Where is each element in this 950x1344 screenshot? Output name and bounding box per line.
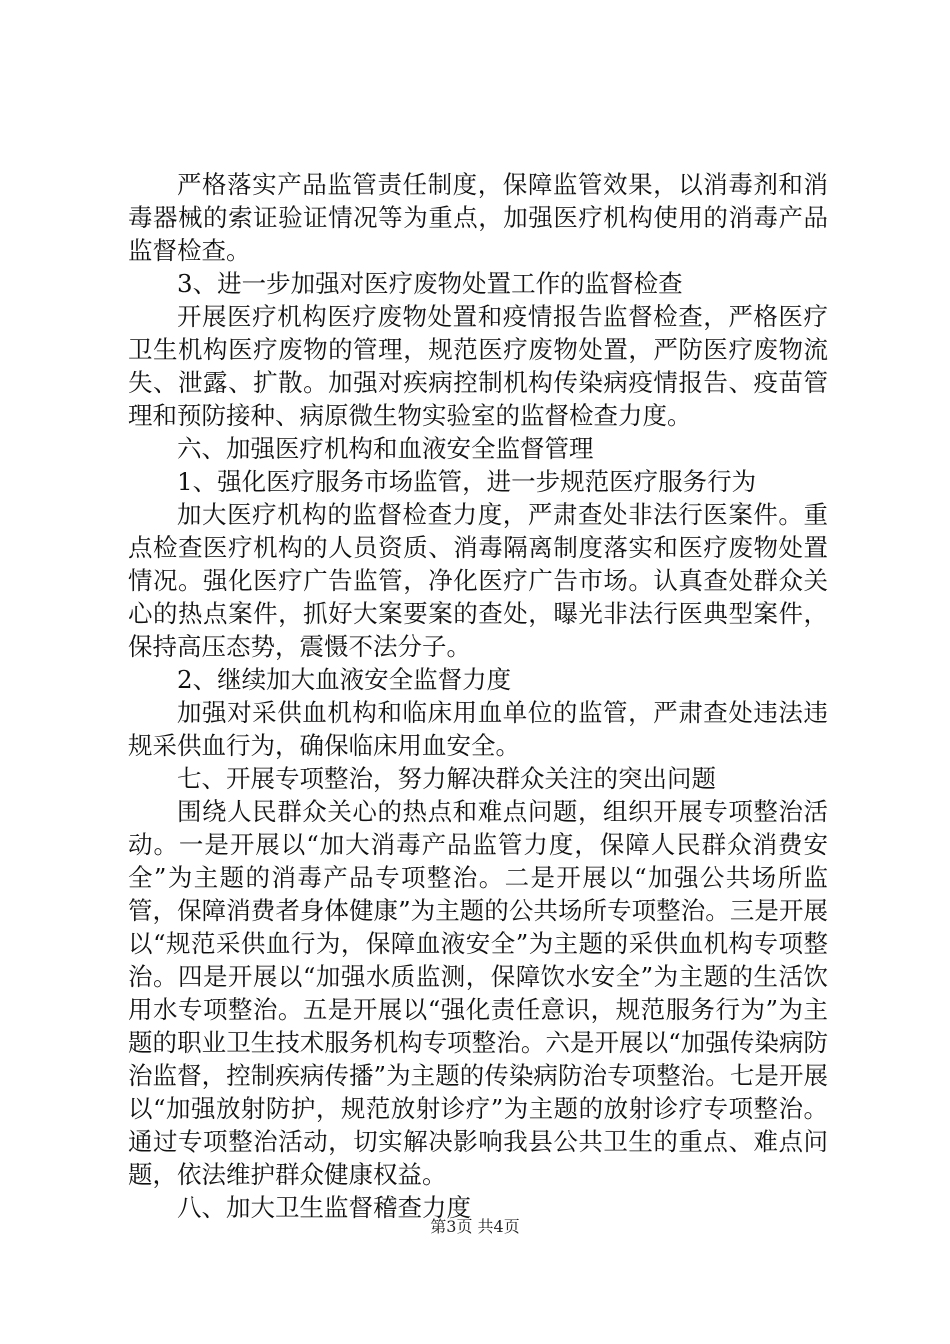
subsection-heading: 2、继续加大血液安全监督力度	[177, 665, 512, 694]
body-paragraph: 加强对采供血机构和临床用血单位的监管，严肃查处违法违规采供血行为，确保临床用血安全。	[128, 698, 828, 760]
subsection-heading: 3、进一步加强对医疗废物处置工作的监督检查	[177, 269, 683, 298]
subsection-heading: 1、强化医疗服务市场监管，进一步规范医疗服务行为	[177, 467, 757, 496]
page-footer: 第3页 共4页	[430, 1217, 520, 1236]
body-paragraph: 开展医疗机构医疗废物处置和疫情报告监督检查，严格医疗卫生机构医疗废物的管理，规范医疗废物处置，严防医疗废物流失、泄露、扩散。加强对疾病控制机构传染病疫情报告、疫苗管理和预防接种、病原微生物实验室的监督检查力度。	[128, 302, 828, 430]
body-paragraph: 围绕人民群众关心的热点和难点问题，组织开展专项整治活动。一是开展以“加大消毒产品监管力度，保障人民群众消费安全”为主题的消毒产品专项整治。二是开展以“加强公共场所监管，保障消费者身体健康”为主题的公共场所专项整治。三是开展以“规范采供血行为，保障血液安全”为主题的采供血机构专项整治。四是开展以“加强水质监测，保障饮水安全”为主题的生活饮用水专项整治。五是开展以“强化责任意识，规范服务行为”为主题的职业卫生技术服务机构专项整治。六是开展以“加强传染病防治监督，控制疾病传播”为主题的传染病防治专项整治。七是开展以“加强放射防护，规范放射诊疗”为主题的放射诊疗专项整治。通过专项整治活动，切实解决影响我县公共卫生的重点、难点问题，依法维护群众健康权益。	[128, 797, 828, 1189]
body-paragraph: 严格落实产品监管责任制度，保障监管效果，以消毒剂和消毒器械的索证验证情况等为重点，加强医疗机构使用的消毒产品监督检查。	[128, 170, 828, 265]
body-paragraph: 加大医疗机构的监督检查力度，严肃查处非法行医案件。重点检查医疗机构的人员资质、消毒隔离制度落实和医疗废物处置情况。强化医疗广告监管，净化医疗广告市场。认真查处群众关心的热点案件，抓好大案要案的查处，曝光非法行医典型案件，保持高压态势，震慑不法分子。	[128, 500, 828, 661]
section-heading: 七、开展专项整治，努力解决群众关注的突出问题	[177, 764, 716, 793]
section-heading: 六、加强医疗机构和血液安全监督管理	[177, 434, 594, 463]
section-heading: 八、加大卫生监督稽查力度	[177, 1193, 471, 1222]
document-body	[128, 168, 828, 1224]
